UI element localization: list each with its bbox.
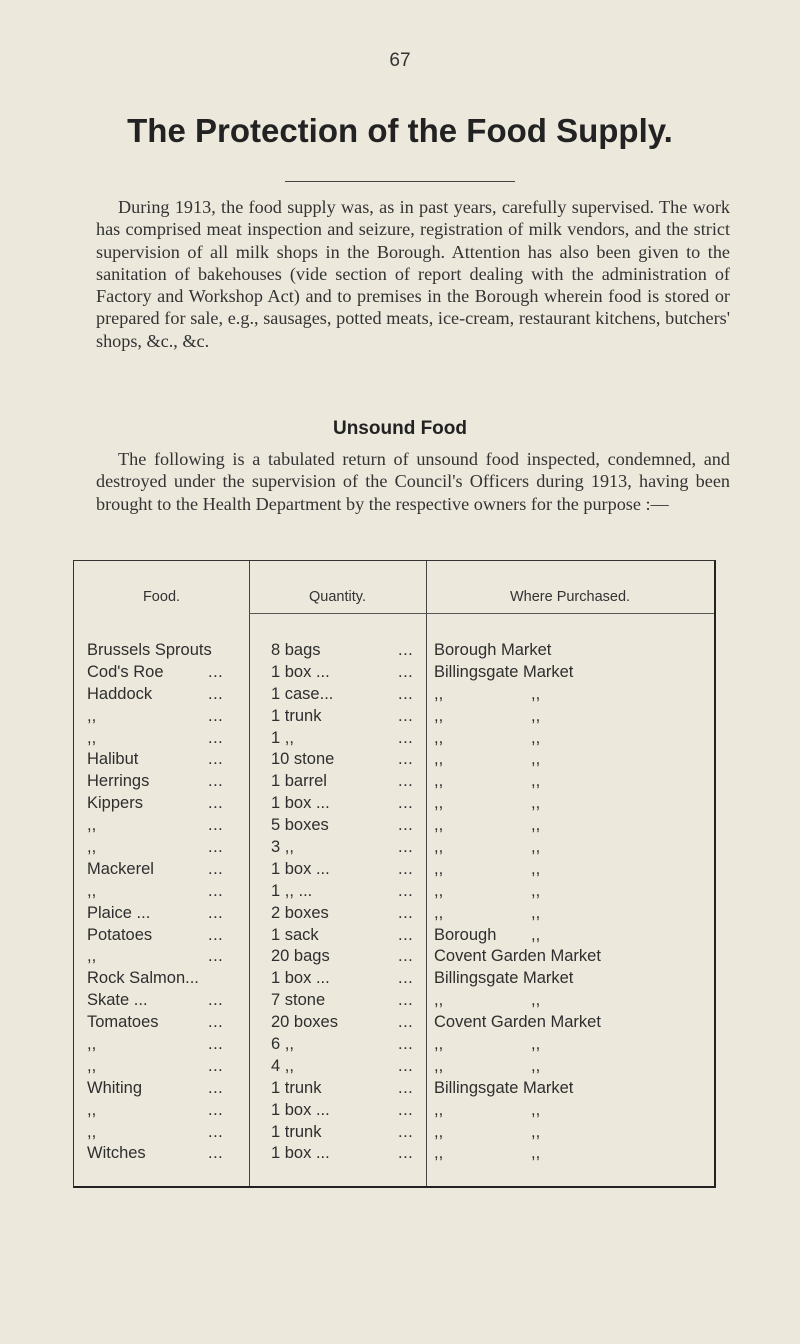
where-purchased-ditto: ,, [531, 859, 541, 878]
quantity-leader-dots: ... [398, 750, 414, 769]
quantity-cell: 20 boxes [271, 1013, 338, 1032]
food-leader-dots: ... [208, 1056, 224, 1075]
food-cell: Plaice ... [87, 903, 151, 922]
quantity-cell: 7 stone [271, 991, 326, 1010]
where-purchased-cell: ,, [434, 1100, 444, 1119]
food-leader-dots: ... [208, 706, 224, 725]
header-quantity: Quantity. [309, 589, 366, 605]
quantity-leader-dots: ... [398, 1122, 414, 1141]
food-cell: ,, [87, 728, 97, 747]
food-leader-dots: ... [208, 772, 224, 791]
where-purchased-cell: ,, [434, 859, 444, 878]
table-row [75, 1013, 715, 1035]
table-row [75, 772, 715, 794]
food-cell: Witches [87, 1144, 146, 1163]
food-leader-dots: ... [208, 750, 224, 769]
where-purchased-cell: ,, [434, 706, 444, 725]
table-row [75, 882, 715, 904]
where-purchased-cell: Borough [434, 925, 497, 944]
quantity-cell: 1 trunk [271, 706, 322, 725]
quantity-cell: 2 boxes [271, 903, 329, 922]
where-purchased-ditto: ,, [531, 881, 541, 900]
quantity-cell: 6 ,, [271, 1035, 294, 1054]
quantity-leader-dots: ... [398, 1035, 414, 1054]
where-purchased-cell: Borough Market [434, 641, 552, 659]
table-row [75, 969, 715, 991]
where-purchased-ditto: ,, [531, 838, 541, 857]
table-row [75, 1079, 715, 1101]
title-divider [285, 181, 515, 182]
where-purchased-ditto: ,, [531, 706, 541, 725]
food-cell: Halibut [87, 750, 139, 769]
quantity-cell: 1 box ... [271, 794, 330, 813]
food-cell: Mackerel [87, 859, 154, 878]
quantity-leader-dots: ... [398, 1144, 414, 1163]
where-purchased-cell: ,, [434, 1056, 444, 1075]
food-leader-dots: ... [208, 684, 224, 703]
quantity-leader-dots: ... [398, 947, 414, 966]
food-cell: ,, [87, 1035, 97, 1054]
food-leader-dots: ... [208, 903, 224, 922]
food-cell: Herrings [87, 772, 150, 791]
food-leader-dots: ... [208, 794, 224, 813]
quantity-cell: 1 box ... [271, 859, 330, 878]
where-purchased-ditto: ,, [531, 750, 541, 769]
food-leader-dots: ... [208, 728, 224, 747]
food-cell: Brussels Sprouts [87, 641, 212, 659]
lead-paragraph: The following is a tabulated return of unsound food inspected, condemned, and destroyed under the supervision of the Council's Officers during 1913, having been brought to the Health Department by the respective owners for the purpose :— [96, 449, 730, 514]
table-row [75, 1057, 715, 1079]
intro-paragraph: During 1913, the food supply was, as in past years, carefully supervised. The work has comprised meat inspection and seizure, registration of milk vendors, and the strict supervision of all milk shops in the Borough. Attention has also been given to the sanitation of bakehouses (vide section of report dealing with the administration of Factory and Workshop Act) and to premises in the Borough wherein food is stored or prepared for sale, e.g., sausages, potted meats, ice-cream, restaurant kitchens, butchers' shops, &c., &c. [96, 197, 730, 351]
quantity-leader-dots: ... [398, 816, 414, 835]
food-leader-dots: ... [208, 1122, 224, 1141]
quantity-cell: 20 bags [271, 947, 330, 966]
where-purchased-ditto: ,, [531, 1122, 541, 1141]
table-row [75, 947, 715, 969]
header-food: Food. [142, 589, 181, 605]
food-cell: ,, [87, 881, 97, 900]
table-row [75, 860, 715, 882]
food-leader-dots: ... [208, 816, 224, 835]
where-purchased-cell: ,, [434, 1122, 444, 1141]
quantity-cell: 5 boxes [271, 816, 329, 835]
food-leader-dots: ... [208, 881, 224, 900]
quantity-leader-dots: ... [398, 1100, 414, 1119]
where-purchased-cell: ,, [434, 728, 444, 747]
where-purchased-cell: ,, [434, 794, 444, 813]
food-cell: ,, [87, 1056, 97, 1075]
where-purchased-cell: ,, [434, 816, 444, 835]
quantity-cell: 1 box ... [271, 969, 330, 988]
table-row [75, 750, 715, 772]
quantity-cell: 4 ,, [271, 1056, 294, 1075]
food-cell: Whiting [87, 1078, 143, 1097]
food-leader-dots: ... [208, 1078, 224, 1097]
quantity-cell: 1 box ... [271, 1100, 330, 1119]
table-row [75, 991, 715, 1013]
where-purchased-cell: ,, [434, 1035, 444, 1054]
where-purchased-ditto: ,, [531, 816, 541, 835]
quantity-leader-dots: ... [398, 794, 414, 813]
table-row [75, 707, 715, 729]
where-purchased-ditto: ,, [531, 903, 541, 922]
food-leader-dots: ... [208, 662, 224, 681]
where-purchased-ditto: ,, [531, 728, 541, 747]
quantity-cell: 1 trunk [271, 1078, 322, 1097]
where-purchased-cell: Billingsgate Market [434, 662, 574, 681]
quantity-leader-dots: ... [398, 1078, 414, 1097]
header-divider [249, 613, 714, 614]
quantity-leader-dots: ... [398, 641, 414, 659]
food-cell: ,, [87, 1122, 97, 1141]
food-leader-dots: ... [208, 1013, 224, 1032]
quantity-leader-dots: ... [398, 859, 414, 878]
food-cell: Cod's Roe [87, 662, 164, 681]
food-leader-dots: ... [208, 1035, 224, 1054]
table-row [75, 1101, 715, 1123]
where-purchased-ditto: ,, [531, 794, 541, 813]
where-purchased-ditto: ,, [531, 925, 541, 944]
table-row [75, 641, 715, 663]
food-cell: Rock Salmon... [87, 969, 199, 988]
food-cell: Skate ... [87, 991, 148, 1010]
quantity-leader-dots: ... [398, 706, 414, 725]
food-cell: Kippers [87, 794, 143, 813]
page-number: 67 [389, 50, 411, 71]
quantity-leader-dots: ... [398, 1013, 414, 1032]
quantity-leader-dots: ... [398, 662, 414, 681]
page-title: The Protection of the Food Supply. [127, 112, 673, 149]
quantity-leader-dots: ... [398, 925, 414, 944]
quantity-leader-dots: ... [398, 991, 414, 1010]
where-purchased-cell: ,, [434, 772, 444, 791]
quantity-cell: 1 box ... [271, 662, 330, 681]
quantity-leader-dots: ... [398, 903, 414, 922]
where-purchased-ditto: ,, [531, 772, 541, 791]
where-purchased-cell: ,, [434, 991, 444, 1010]
food-leader-dots: ... [208, 859, 224, 878]
table-row [75, 729, 715, 751]
where-purchased-cell: ,, [434, 684, 444, 703]
quantity-cell: 1 sack [271, 925, 319, 944]
quantity-leader-dots: ... [398, 1056, 414, 1075]
food-leader-dots: ... [208, 991, 224, 1010]
where-purchased-cell: ,, [434, 881, 444, 900]
quantity-cell: 3 ,, [271, 838, 294, 857]
food-cell: ,, [87, 838, 97, 857]
where-purchased-cell: Covent Garden Market [434, 947, 601, 966]
food-leader-dots: ... [208, 838, 224, 857]
quantity-cell: 10 stone [271, 750, 335, 769]
table-body [75, 641, 715, 1166]
table-row [75, 1035, 715, 1057]
quantity-leader-dots: ... [398, 969, 414, 988]
quantity-leader-dots: ... [398, 881, 414, 900]
quantity-cell: 1 box ... [271, 1144, 330, 1163]
where-purchased-cell: ,, [434, 1144, 444, 1163]
food-cell: ,, [87, 1100, 97, 1119]
where-purchased-ditto: ,, [531, 684, 541, 703]
quantity-cell: 1 case... [271, 684, 334, 703]
header-where-purchased: Where Purchased. [509, 589, 631, 605]
food-leader-dots: ... [208, 925, 224, 944]
quantity-leader-dots: ... [398, 772, 414, 791]
table-row [75, 794, 715, 816]
food-leader-dots: ... [208, 1100, 224, 1119]
food-cell: Haddock [87, 684, 153, 703]
where-purchased-cell: ,, [434, 903, 444, 922]
table-row [75, 926, 715, 948]
quantity-cell: 1 trunk [271, 1122, 322, 1141]
food-cell: ,, [87, 816, 97, 835]
quantity-cell: 1 ,, ... [271, 881, 313, 900]
table-row [75, 816, 715, 838]
quantity-cell: 1 ,, [271, 728, 294, 747]
food-leader-dots: ... [208, 1144, 224, 1163]
quantity-leader-dots: ... [398, 684, 414, 703]
quantity-leader-dots: ... [398, 728, 414, 747]
food-cell: Potatoes [87, 925, 153, 944]
where-purchased-ditto: ,, [531, 1100, 541, 1119]
where-purchased-cell: Billingsgate Market [434, 1078, 574, 1097]
table-row [75, 1123, 715, 1145]
where-purchased-cell: ,, [434, 838, 444, 857]
food-cell: ,, [87, 706, 97, 725]
quantity-cell: 1 barrel [271, 772, 327, 791]
section-heading: Unsound Food [332, 418, 468, 439]
where-purchased-ditto: ,, [531, 1035, 541, 1054]
where-purchased-ditto: ,, [531, 1056, 541, 1075]
food-cell: Tomatoes [87, 1013, 159, 1032]
quantity-leader-dots: ... [398, 838, 414, 857]
where-purchased-ditto: ,, [531, 991, 541, 1010]
table-row [75, 904, 715, 926]
food-leader-dots: ... [208, 947, 224, 966]
table-row [75, 685, 715, 707]
where-purchased-ditto: ,, [531, 1144, 541, 1163]
table-row [75, 838, 715, 860]
food-cell: ,, [87, 947, 97, 966]
quantity-cell: 8 bags [271, 641, 321, 659]
where-purchased-cell: Covent Garden Market [434, 1013, 601, 1032]
table-row [75, 1144, 715, 1166]
table-row [75, 663, 715, 685]
where-purchased-cell: Billingsgate Market [434, 969, 574, 988]
where-purchased-cell: ,, [434, 750, 444, 769]
